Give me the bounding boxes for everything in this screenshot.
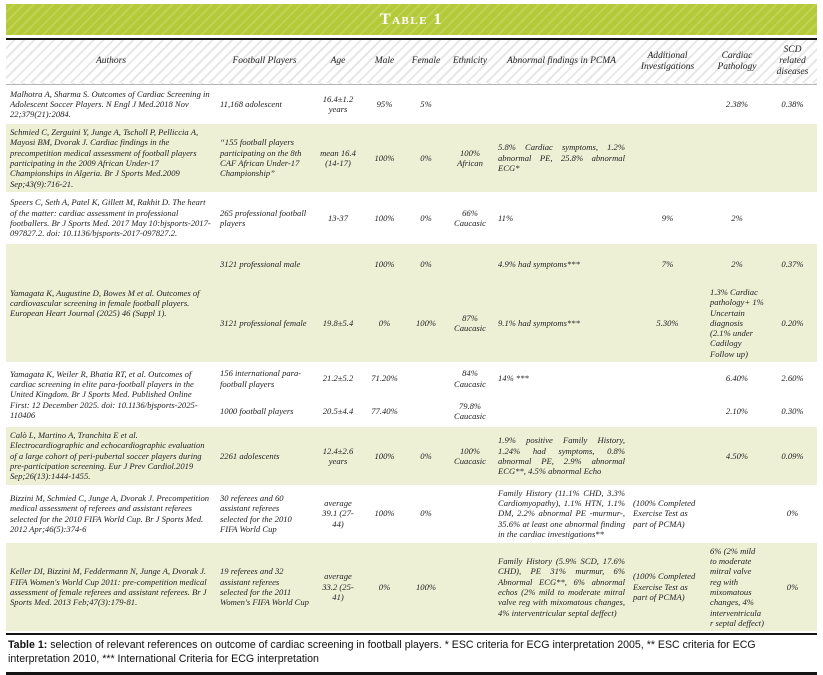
- abnormal-findings-cell: Family History (11.1% CHD, 3.3% Cardiomyopathy), 1.1% HTN, 1.1% DM, 2.2% abnormal PE -murmur-, 35.6% at least one abnormal finding in the cardiac investigations**: [498, 487, 625, 540]
- scd-cell: 0.38%: [781, 99, 804, 110]
- male-cell: 100%: [363, 124, 406, 192]
- ethnicity-cell: [446, 84, 494, 124]
- additional-investigations-cell: [629, 395, 706, 427]
- players-cell: 30 referees and 60 assistant referees selected for the 2010 FIFA World Cup: [220, 493, 292, 534]
- male-cell: 77.40%: [371, 405, 398, 416]
- authors-cell: Yamagata K, Weiler R, Bhatia RT, et al. Outcomes of cardiac screening in elite para-football players in the United Kingdom. Br J Sports Med. Published Online First: 12 December 2025. doi: 10.1136/bjsports-2025-110406: [10, 368, 198, 421]
- col-header-football-players: Football Players: [232, 56, 297, 67]
- scd-cell: 0%: [768, 543, 817, 632]
- abnormal-findings-cell: [494, 84, 629, 124]
- additional-investigations-cell: [629, 427, 706, 485]
- female-cell: [406, 395, 446, 427]
- female-cell: 0%: [420, 508, 432, 519]
- cardiac-pathology-cell: 2%: [706, 244, 768, 284]
- ethnicity-cell: 66% Caucasic: [454, 207, 486, 228]
- table-row: [6, 485, 817, 543]
- female-cell: 5%: [420, 99, 432, 110]
- abnormal-findings-cell: 14% ***: [498, 373, 529, 384]
- male-cell: 100%: [374, 212, 395, 223]
- age-cell: 13-37: [327, 212, 349, 223]
- ethnicity-cell: [446, 244, 494, 284]
- players-cell: 3121 professional female: [216, 284, 313, 362]
- caption-label: Table 1:: [8, 639, 48, 652]
- abnormal-findings-cell: [494, 395, 629, 427]
- male-cell: 71.20%: [371, 373, 398, 384]
- authors-cell: Bizzini M, Schmied C, Junge A, Dvorak J. Precompetition medical assessment of referees and assistant referees selected for the 2010 FIFA World Cup. Br J Sports Med. 2012 Apr;46(5):374-6: [10, 493, 210, 534]
- authors-cell: Malhotra A, Sharma S. Outcomes of Cardiac Screening in Adolescent Soccer Players. N Engl J Med.2018 Nov 22;379(21):2084.: [10, 88, 210, 120]
- additional-investigations-cell: (100% Completed Exercise Test as part of PCMA): [633, 498, 696, 529]
- male-cell: 100%: [363, 244, 406, 284]
- age-cell: 19.8±5.4: [313, 284, 363, 362]
- ethnicity-cell: 100% African: [446, 124, 494, 192]
- age-cell: average 33.2 (25-41): [313, 543, 363, 632]
- scd-cell: 0.37%: [768, 244, 817, 284]
- abnormal-findings-cell: 4.9% had symptoms***: [494, 244, 629, 284]
- players-cell: 156 international para-football players: [220, 368, 302, 389]
- male-cell: 0%: [363, 543, 406, 632]
- col-header-cardiac-pathology: Cardiac Pathology: [717, 50, 757, 72]
- col-header-male: Male: [374, 56, 395, 67]
- age-cell: 20.5±4.4: [322, 405, 354, 416]
- additional-investigations-cell: (100% Completed Exercise Test as part of PCMA): [629, 543, 706, 632]
- female-cell: 100%: [406, 284, 446, 362]
- additional-investigations-cell: [629, 124, 706, 192]
- age-cell: mean 16.4 (14-17): [313, 124, 363, 192]
- age-cell: [313, 244, 363, 284]
- ethnicity-cell: [446, 485, 494, 543]
- page-bottom-rule: [6, 672, 817, 675]
- col-header-abnormal-findings: Abnormal findings in PCMA: [507, 56, 616, 67]
- scd-cell: 0%: [786, 508, 799, 519]
- female-cell: 0%: [406, 427, 446, 485]
- authors-cell: Speers C, Seth A, Patel K, Gillett M, Rakhit D. The heart of the matter: cardiac assessment in professional footballers. Br J Sports Med. 2017 May 10:bjsports-2017-097827.2. doi: 10.1136/bjsports-2017-097827.2.: [10, 197, 211, 239]
- authors-cell: Yamagata K, Augustine D, Bowes M et al. Outcomes of cardiovascular screening in female football players. European Heart Journal (2025) 46 (Suppl 1).: [6, 244, 216, 362]
- scd-cell: [768, 124, 817, 192]
- players-cell: 1000 football players: [220, 405, 294, 416]
- authors-cell: Calò L, Martino A, Tranchita E et al. Electrocardiographic and echocardiographic evaluation of a large cohort of peri-pubertal soccer players during pre-participation screening. Eur J Prev Cardiol.2019 Sep;26(13):1444-1455.: [6, 427, 216, 485]
- scd-cell: 2.60%: [781, 373, 804, 384]
- scd-cell: 0.20%: [768, 284, 817, 362]
- female-cell: [406, 362, 446, 395]
- cardiac-pathology-cell: 2%: [731, 212, 743, 223]
- table-row: [6, 244, 817, 284]
- players-cell: 2261 adolescents: [216, 427, 313, 485]
- ethnicity-cell: 79.8% Caucasic: [454, 400, 486, 422]
- abnormal-findings-cell: Family History (5.9% SCD, 17.6% CHD), PE 31% murmur, 6% Abnormal ECG**, 6% abnormal echos (2% mild to moderate mitral valve reg with mixomatous changes, 4% interventricular septal deffect): [494, 543, 629, 632]
- references-table: [6, 40, 817, 631]
- table-row: [6, 192, 817, 244]
- age-cell: average 39.1 (27-44): [322, 498, 354, 529]
- ethnicity-cell: 84% Caucasic: [454, 368, 486, 389]
- cardiac-pathology-cell: [706, 124, 768, 192]
- scd-cell: 0.09%: [768, 427, 817, 485]
- cardiac-pathology-cell: 2.38%: [725, 99, 749, 110]
- scd-cell: 0.30%: [781, 405, 804, 416]
- age-cell: 21.2±5.2: [322, 373, 354, 384]
- female-cell: 0%: [406, 244, 446, 284]
- abnormal-findings-cell: 5.8% Cardiac symptoms, 1.2% abnormal PE, 25.8% abnormal ECG*: [494, 124, 629, 192]
- abnormal-findings-cell: 9.1% had symptoms***: [494, 284, 629, 362]
- scd-cell: [768, 192, 817, 244]
- age-cell: 16.4±1.2 years: [322, 93, 354, 115]
- col-header-age: Age: [330, 56, 346, 67]
- additional-investigations-cell: [629, 362, 706, 395]
- additional-investigations-cell: [629, 84, 706, 124]
- abnormal-findings-cell: 1.9% positive Family History, 1.24% had symptoms, 0.8% abnormal PE, 2.9% abnormal ECG**, 4.5% abnormal Echo: [494, 427, 629, 485]
- abnormal-findings-cell: 11%: [498, 212, 514, 223]
- male-cell: 100%: [374, 508, 395, 519]
- cardiac-pathology-cell: 4.50%: [706, 427, 768, 485]
- table-row: [6, 84, 817, 124]
- authors-cell: Keller DI, Bizzini M, Feddermann N, Junge A, Dvorak J. FIFA Women's World Cup 2011: pre-competition medical assessment of female referees and assistant referees. Br J Sports Med. 2013 Feb;47(3):179-81.: [6, 543, 216, 632]
- cardiac-pathology-cell: [706, 485, 768, 543]
- male-cell: 95%: [376, 99, 393, 110]
- cardiac-pathology-cell: 2.10%: [725, 405, 749, 416]
- header-row: [6, 40, 817, 84]
- additional-investigations-cell: 7%: [629, 244, 706, 284]
- ethnicity-cell: [446, 543, 494, 632]
- caption-text: selection of relevant references on outcome of cardiac screening in football players. * ESC criteria for ECG interpretation 2005, ** ESC criteria for ECG interpretation 2010, *** International Criteria for ECG interpretation: [8, 639, 756, 665]
- cardiac-pathology-cell: 1.3% Cardiac pathology+ 1% Uncertain diagnosis (2.1% under Cadilogy Follow up): [706, 284, 768, 362]
- additional-investigations-cell: 5.30%: [629, 284, 706, 362]
- table-row: [6, 427, 817, 485]
- col-header-additional-investigations: Additional Investigations: [640, 50, 695, 72]
- table-banner: [6, 4, 817, 35]
- cardiac-pathology-cell: 6.40%: [725, 373, 749, 384]
- male-cell: 0%: [363, 284, 406, 362]
- table-title: Table 1: [379, 10, 444, 28]
- ethnicity-cell: 87% Caucasic: [446, 284, 494, 362]
- players-cell: “155 football players participating on the 8th CAF African Under-17 Championship”: [216, 124, 313, 192]
- players-cell: 19 referees and 32 assistant referees selected for the 2011 Women's FIFA World Cup: [216, 543, 313, 632]
- female-cell: 0%: [406, 124, 446, 192]
- male-cell: 100%: [363, 427, 406, 485]
- col-header-authors: Authors: [95, 56, 127, 67]
- players-cell: 3121 professional male: [216, 244, 313, 284]
- ethnicity-cell: 100% Cuacasic: [446, 427, 494, 485]
- female-cell: 100%: [406, 543, 446, 632]
- additional-investigations-cell: 9%: [661, 212, 674, 223]
- table-row: [6, 362, 817, 395]
- authors-cell: Schmied C, Zerguini Y, Junge A, Tscholl P, Pelliccia A, Mayosi BM, Dvorak J. Cardiac findings in the precompetition medical assessment of football players participating in the 2009 African Under-17 Championships in Algeria. Br J Sports Med.2009 Sep;43(9):716-21.: [6, 124, 216, 192]
- cardiac-pathology-cell: 6% (2% mild to moderate mitral valve reg with mixomatous changes, 4% interventricular septal deffect): [706, 543, 768, 632]
- age-cell: 12.4±2.6 years: [313, 427, 363, 485]
- table-caption: [6, 635, 817, 670]
- col-header-scd-related-diseases: SCD related diseases: [776, 45, 809, 78]
- table-row: [6, 124, 817, 192]
- players-cell: 265 professional football players: [220, 207, 307, 228]
- table-row: [6, 543, 817, 632]
- col-header-ethnicity: Ethnicity: [452, 56, 488, 67]
- col-header-female: Female: [411, 56, 441, 67]
- female-cell: 0%: [420, 212, 432, 223]
- players-cell: 11,168 adolescent: [220, 99, 282, 110]
